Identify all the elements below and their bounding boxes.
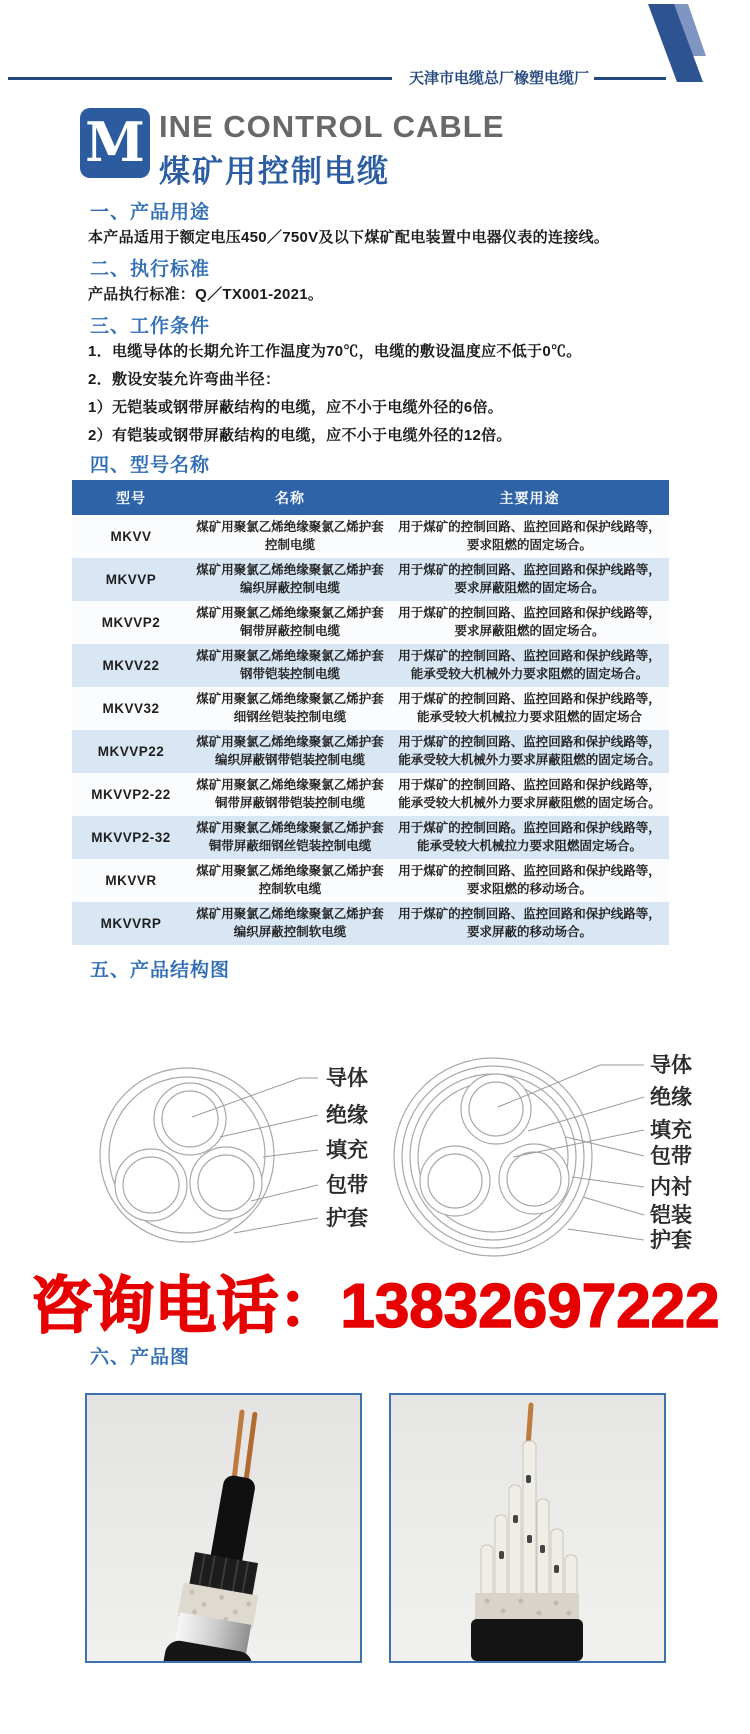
col-header-usage: 主要用途 <box>390 480 669 515</box>
model-cell: MKVV <box>110 528 152 544</box>
condition-line-3: 1）无铠装或钢带屏蔽结构的电缆，应不小于电缆外径的6倍。 <box>88 399 504 416</box>
name-cell: 煤矿用聚氯乙烯绝缘聚氯乙烯护套控制软电缆 <box>196 863 384 896</box>
table-row <box>72 558 669 601</box>
diagram-label: 内衬 <box>650 1176 692 1199</box>
condition-line-1: 1．电缆导体的长期允许工作温度为70℃，电缆的敷设温度应不低于0℃。 <box>88 343 582 360</box>
model-cell: MKVVP2-22 <box>91 786 171 802</box>
diagram-label: 导体 <box>326 1067 368 1090</box>
table-row <box>72 601 669 644</box>
company-name: 天津市电缆总厂橡塑电缆厂 <box>408 70 589 87</box>
section-heading-usage: 一、产品用途 <box>90 202 211 223</box>
name-cell: 煤矿用聚氯乙烯绝缘聚氯乙烯护套铜带屏蔽细钢丝铠装控制电缆 <box>196 820 384 853</box>
usage-cell: 用于煤矿的控制回路、监控回路和保护线路等，要求屏蔽的移动场合。 <box>398 906 661 939</box>
cable-cross-section-diagrams <box>0 985 750 1285</box>
table-row <box>72 816 669 859</box>
table-row <box>72 902 669 945</box>
diagram-label: 绝缘 <box>650 1086 692 1109</box>
product-title-cn: 煤矿用控制电缆 <box>159 154 390 189</box>
model-cell: MKVVP2-32 <box>91 829 171 845</box>
name-cell: 煤矿用聚氯乙烯绝缘聚氯乙烯护套细钢丝铠装控制电缆 <box>196 691 384 724</box>
col-header-name: 名称 <box>190 480 390 515</box>
usage-cell: 用于煤矿的控制回路、监控回路和保护线路等，能承受较大机械外力要求屏蔽阻燃的固定场合。 <box>398 777 661 810</box>
model-cell: MKVVP22 <box>97 743 165 759</box>
usage-cell: 用于煤矿的控制回路。监控回路和保护线路等，能承受较大机械拉力要求阻燃固定场合。 <box>398 820 661 853</box>
name-cell: 煤矿用聚氯乙烯绝缘聚氯乙烯护套编织屏蔽钢带铠装控制电缆 <box>196 734 384 767</box>
logo-letter: M <box>85 110 145 174</box>
section-heading-structure: 五、产品结构图 <box>90 960 231 981</box>
usage-cell: 用于煤矿的控制回路、监控回路和保护线路等，要求阻燃的固定场合。 <box>398 519 661 552</box>
table-header-row <box>72 480 669 515</box>
product-photo-right <box>389 1393 666 1663</box>
diagram-label: 包带 <box>326 1174 368 1197</box>
diagram-label: 护套 <box>326 1207 368 1230</box>
col-header-model: 型号 <box>72 480 190 515</box>
cross-section-right-icon <box>394 1058 592 1256</box>
usage-cell: 用于煤矿的控制回路、监控回路和保护线路等，要求屏蔽阻燃的固定场合。 <box>398 605 661 638</box>
table-row <box>72 773 669 816</box>
model-cell: MKVV32 <box>102 700 160 716</box>
usage-cell: 用于煤矿的控制回路、监控回路和保护线路等，能承受较大机械外力要求屏蔽阻燃的固定场合。 <box>398 734 661 767</box>
usage-cell: 用于煤矿的控制回路、监控回路和保护线路等，要求阻燃的移动场合。 <box>398 863 661 896</box>
cross-section-left-icon <box>100 1068 274 1242</box>
model-cell: MKVVP <box>105 571 157 587</box>
section-heading-conditions: 三、工作条件 <box>90 316 211 337</box>
stripped-cable-photo-icon <box>87 1395 360 1661</box>
table-row <box>72 687 669 730</box>
name-cell: 煤矿用聚氯乙烯绝缘聚氯乙烯护套编织屏蔽控制软电缆 <box>196 906 384 939</box>
diagram-label: 填充 <box>650 1119 692 1142</box>
model-table <box>72 480 669 945</box>
diagram-label: 铠装 <box>650 1204 692 1227</box>
name-cell: 煤矿用聚氯乙烯绝缘聚氯乙烯护套钢带铠装控制电缆 <box>196 648 384 681</box>
diagram-label: 护套 <box>650 1229 692 1252</box>
table-row <box>72 859 669 902</box>
condition-line-4: 2）有铠装或钢带屏蔽结构的电缆，应不小于电缆外径的12倍。 <box>88 427 512 444</box>
table-row <box>72 644 669 687</box>
logo-m-badge <box>80 108 150 178</box>
usage-cell: 用于煤矿的控制回路、监控回路和保护线路等，能承受较大机械外力要求阻燃的固定场合。 <box>398 648 661 681</box>
multicore-cable-photo-icon <box>391 1395 664 1661</box>
diagram-label: 绝缘 <box>326 1104 368 1127</box>
diagram-label: 填充 <box>326 1139 368 1162</box>
name-cell: 煤矿用聚氯乙烯绝缘聚氯乙烯护套铜带屏蔽控制电缆 <box>196 605 384 638</box>
model-cell: MKVVP2 <box>101 614 161 630</box>
table-row <box>72 730 669 773</box>
product-title-en: INE CONTROL CABLE <box>159 109 505 144</box>
diagram-label: 包带 <box>650 1145 692 1168</box>
section-heading-standard: 二、执行标准 <box>90 259 211 280</box>
product-photo-left <box>85 1393 362 1663</box>
name-cell: 煤矿用聚氯乙烯绝缘聚氯乙烯护套编织屏蔽控制电缆 <box>196 562 384 595</box>
name-cell: 煤矿用聚氯乙烯绝缘聚氯乙烯护套控制电缆 <box>196 519 384 552</box>
condition-line-2: 2．敷设安装允许弯曲半径： <box>88 371 281 388</box>
section-heading-models: 四、型号名称 <box>90 455 211 476</box>
usage-cell: 用于煤矿的控制回路、监控回路和保护线路等，能承受较大机械拉力要求阻燃的固定场合 <box>398 691 661 724</box>
usage-body: 本产品适用于额定电压450／750V及以下煤矿配电装置中电器仪表的连接线。 <box>88 229 610 246</box>
model-cell: MKVV22 <box>102 657 160 673</box>
standard-body: 产品执行标准：Q／TX001-2021。 <box>88 286 324 303</box>
diagram-label: 导体 <box>650 1054 692 1077</box>
usage-cell: 用于煤矿的控制回路、监控回路和保护线路等，要求屏蔽阻燃的固定场合。 <box>398 562 661 595</box>
name-cell: 煤矿用聚氯乙烯绝缘聚氯乙烯护套铜带屏蔽钢带铠装控制电缆 <box>196 777 384 810</box>
section-heading-photos: 六、产品图 <box>90 1347 191 1368</box>
model-cell: MKVVR <box>105 872 157 888</box>
corner-parallelogram-icon <box>0 0 750 92</box>
table-row <box>72 515 669 558</box>
model-cell: MKVVRP <box>100 915 162 931</box>
hotline-text: 咨询电话：13832697222 <box>30 1272 720 1341</box>
